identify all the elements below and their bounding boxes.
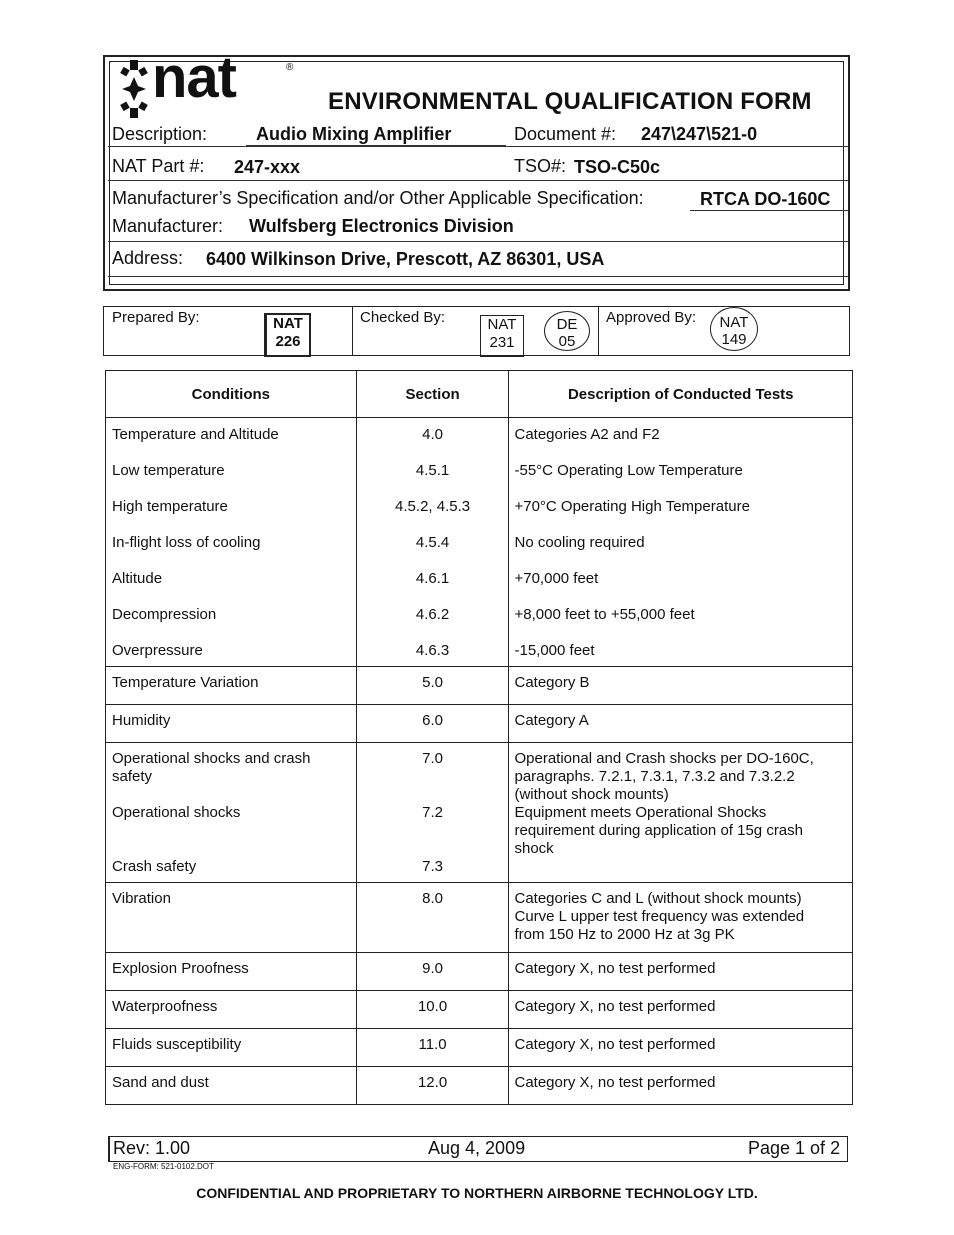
tso-label: TSO#:	[514, 156, 567, 176]
section-text: 5.0	[422, 674, 443, 691]
description-text: Category A	[514, 712, 589, 729]
description-text: No cooling required	[514, 534, 645, 551]
address-label: Address:	[112, 248, 184, 268]
stamp-line: 226	[275, 333, 301, 350]
description-text: Category B	[514, 674, 590, 691]
conditions-text: Crash safety	[112, 858, 197, 875]
description-text: (without shock mounts)	[514, 786, 669, 803]
stamp-line: NAT	[719, 314, 749, 331]
description-text: Curve L upper test frequency was extended	[514, 908, 805, 925]
cell-conditions	[106, 883, 357, 953]
section-text: 7.3	[422, 858, 443, 875]
spec-label: Manufacturer’s Specification and/or Other Applicable Specification:	[112, 188, 644, 208]
approved-cell	[598, 307, 850, 355]
cell-description	[509, 1029, 853, 1067]
approved-stamp	[710, 307, 758, 351]
section-text: 12.0	[417, 1074, 448, 1091]
cell-description	[509, 1067, 853, 1105]
document-label: Document #:	[514, 124, 617, 144]
description-text: +8,000 feet to +55,000 feet	[514, 606, 695, 623]
section-text: 4.6.1	[415, 570, 450, 587]
stamp-line: 149	[721, 331, 747, 348]
section-text: 10.0	[417, 998, 448, 1015]
cell-description	[509, 418, 853, 667]
cell-section	[356, 1067, 509, 1105]
star-icon	[108, 58, 158, 120]
conditions-text: Waterproofness	[112, 998, 218, 1015]
table-row	[106, 705, 853, 743]
spec-underline	[690, 210, 848, 211]
section-text: 7.0	[422, 750, 443, 767]
description-text: Category X, no test performed	[514, 1074, 716, 1091]
description-underline	[246, 145, 506, 146]
conditions-text: Low temperature	[112, 462, 225, 479]
stamp-line: NAT	[487, 316, 517, 333]
section-text: 4.6.3	[415, 642, 450, 659]
checked-stamp-circle	[544, 311, 590, 351]
conditions-text: Humidity	[112, 712, 171, 729]
description-text: paragraphs. 7.2.1, 7.3.1, 7.3.2 and 7.3.2.2	[514, 768, 795, 785]
tso-value: TSO-C50c	[574, 157, 661, 177]
conditions-text: Vibration	[112, 890, 171, 907]
section-text: 8.0	[422, 890, 443, 907]
cell-conditions	[106, 1067, 357, 1105]
header-divider	[108, 180, 848, 181]
cell-section	[356, 667, 509, 705]
table-row	[106, 883, 853, 953]
header-divider	[108, 276, 848, 277]
description-text: +70,000 feet	[514, 570, 599, 587]
conditions-text: Overpressure	[112, 642, 203, 659]
section-text: 4.5.4	[415, 534, 450, 551]
section-text: 4.6.2	[415, 606, 450, 623]
section-text: 7.2	[422, 804, 443, 821]
conditions-text: Explosion Proofness	[112, 960, 249, 977]
description-text: from 150 Hz to 2000 Hz at 3g PK	[514, 926, 735, 943]
cell-description	[509, 743, 853, 883]
cell-section	[356, 418, 509, 667]
address-value: 6400 Wilkinson Drive, Prescott, AZ 86301, USA	[206, 249, 605, 269]
description-text: Equipment meets Operational Shocks	[514, 804, 767, 821]
manufacturer-label: Manufacturer:	[112, 216, 224, 236]
spec-value: RTCA DO-160C	[700, 189, 831, 209]
cell-conditions	[106, 667, 357, 705]
conditions-text: Temperature and Altitude	[112, 426, 279, 443]
description-text: Category X, no test performed	[514, 1036, 716, 1053]
part-value: 247-xxx	[234, 157, 301, 177]
conditions-table	[105, 370, 853, 1105]
conditions-text: Operational shocks and crash	[112, 750, 311, 767]
description-text: Operational and Crash shocks per DO-160C,	[514, 750, 814, 767]
approved-label: Approved By:	[606, 309, 697, 326]
cell-conditions	[106, 743, 357, 883]
stamp-line: 05	[558, 333, 576, 350]
registered-mark: ®	[286, 62, 294, 73]
table-header-row	[106, 371, 853, 418]
date: Aug 4, 2009	[428, 1138, 526, 1158]
section-text: 6.0	[422, 712, 443, 729]
header-conditions: Conditions	[106, 371, 357, 418]
cell-conditions	[106, 953, 357, 991]
description-text: Category X, no test performed	[514, 998, 716, 1015]
prepared-label: Prepared By:	[112, 309, 200, 326]
description-text: -55°C Operating Low Temperature	[514, 462, 743, 479]
section-text: 4.5.1	[415, 462, 450, 479]
section-text: 9.0	[422, 960, 443, 977]
cell-section	[356, 705, 509, 743]
description-text: -15,000 feet	[514, 642, 595, 659]
cell-conditions	[106, 991, 357, 1029]
header-divider	[108, 146, 848, 147]
part-label: NAT Part #:	[112, 156, 205, 176]
conditions-text: Fluids susceptibility	[112, 1036, 242, 1053]
checked-stamp	[480, 315, 524, 357]
nat-logo	[108, 45, 308, 120]
section-text: 11.0	[418, 1036, 447, 1053]
header-divider	[108, 241, 848, 242]
stamp-line: NAT	[273, 315, 303, 332]
cell-section	[356, 1029, 509, 1067]
table-row	[106, 743, 853, 883]
conditions-text: Decompression	[112, 606, 217, 623]
cell-conditions	[106, 705, 357, 743]
conditions-text: In-flight loss of cooling	[112, 534, 261, 551]
checked-label: Checked By:	[360, 309, 446, 326]
description-label: Description:	[112, 124, 208, 144]
form-title: ENVIRONMENTAL QUALIFICATION FORM	[328, 88, 812, 115]
description-text: Categories A2 and F2	[514, 426, 660, 443]
cell-conditions	[106, 1029, 357, 1067]
checked-cell	[352, 307, 599, 355]
table-row	[106, 991, 853, 1029]
prepared-cell	[104, 307, 353, 355]
table-row	[106, 953, 853, 991]
table-row	[106, 1067, 853, 1105]
cell-description	[509, 705, 853, 743]
table-body	[106, 418, 853, 1105]
document-value: 247\247\521-0	[641, 124, 758, 144]
conditions-text: Operational shocks	[112, 804, 241, 821]
description-text: Category X, no test performed	[514, 960, 716, 977]
stamp-line: 231	[489, 334, 515, 351]
conditions-text: Sand and dust	[112, 1074, 209, 1091]
section-text: 4.0	[422, 426, 443, 443]
conditions-text: High temperature	[112, 498, 228, 515]
cell-conditions	[106, 418, 357, 667]
revision: Rev: 1.00	[113, 1138, 191, 1158]
cell-section	[356, 883, 509, 953]
form-id: ENG-FORM: 521-0102.DOT	[113, 1162, 214, 1171]
manufacturer-value: Wulfsberg Electronics Division	[249, 216, 514, 236]
cell-description	[509, 667, 853, 705]
confidential-notice: CONFIDENTIAL AND PROPRIETARY TO NORTHERN AIRBORNE TECHNOLOGY LTD.	[196, 1185, 758, 1201]
description-text: +70°C Operating High Temperature	[514, 498, 750, 515]
cell-description	[509, 883, 853, 953]
header-description: Description of Conducted Tests	[509, 371, 853, 418]
table-row	[106, 418, 853, 667]
header-section: Section	[356, 371, 509, 418]
table-row	[106, 1029, 853, 1067]
cell-description	[509, 991, 853, 1029]
section-text: 4.5.2, 4.5.3	[395, 498, 471, 515]
page-number: Page 1 of 2	[748, 1138, 841, 1158]
signature-row	[103, 306, 850, 356]
description-value: Audio Mixing Amplifier	[256, 124, 452, 144]
cell-section	[356, 953, 509, 991]
conditions-text: safety	[112, 768, 153, 785]
description-text: shock	[514, 840, 554, 857]
stamp-line: DE	[556, 316, 578, 333]
prepared-stamp	[264, 313, 311, 357]
cell-description	[509, 953, 853, 991]
cell-section	[356, 991, 509, 1029]
cell-section	[356, 743, 509, 883]
table-row	[106, 667, 853, 705]
conditions-text: Altitude	[112, 570, 163, 587]
conditions-text: Temperature Variation	[112, 674, 259, 691]
description-text: Categories C and L (without shock mounts)	[514, 890, 802, 907]
description-text: requirement during application of 15g crash	[514, 822, 803, 839]
logo-text: nat	[152, 45, 236, 110]
